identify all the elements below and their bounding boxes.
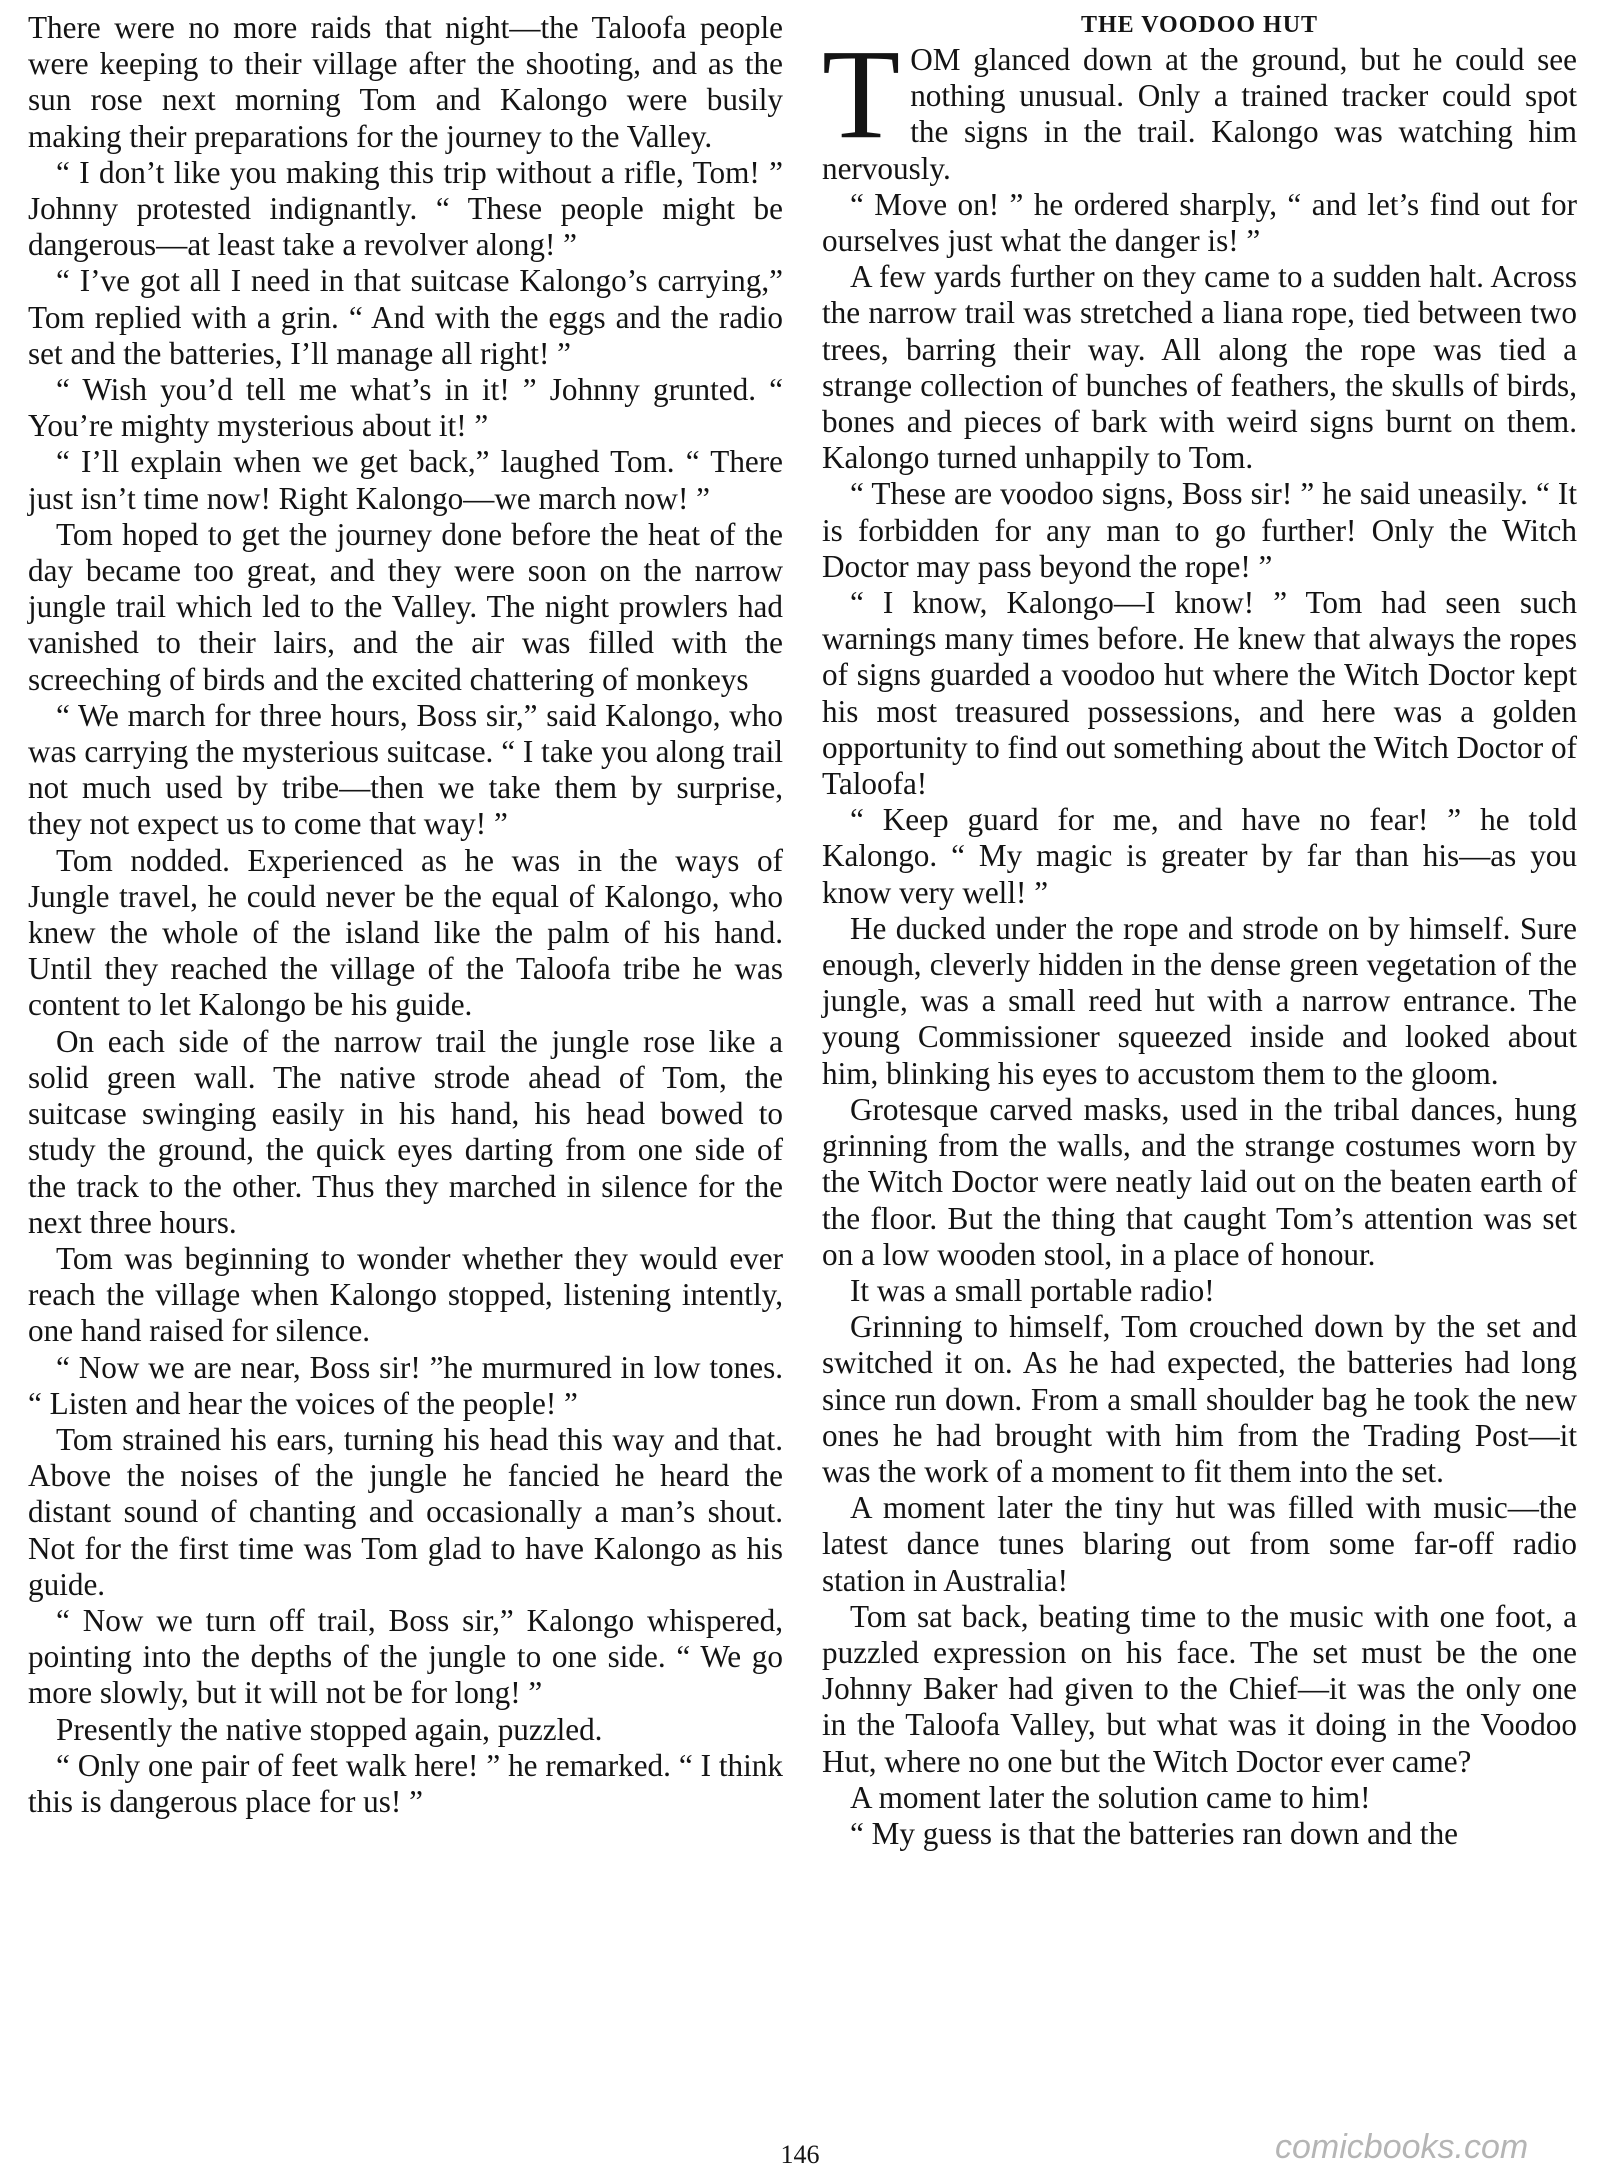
paragraph: “ These are voodoo signs, Boss sir! ” he said uneasily. “ It is forbidden for any man to go further! Only the Witch Doctor may pass beyond the rope! ” [822,476,1577,584]
opening-text: OM glanced down at the ground, but he could see nothing unusual. Only a trained tracker could spot the signs in the trail. Kalongo was watching him nervously. [822,42,1577,186]
paragraph: A moment later the tiny hut was filled with music—the latest dance tunes blaring out from some far-off radio station in Australia! [822,1490,1577,1598]
paragraph: Grinning to himself, Tom crouched down by the set and switched it on. As he had expected, the batteries had long since run down. From a small shoulder bag he took the new ones he had brought with him from the Trading Post—it was the work of a moment to fit them into the set. [822,1309,1577,1489]
paragraph: Tom strained his ears, turning his head this way and that. Above the noises of the jungle he fancied he heard the distant sound of chanting and occasionally a man’s shout. Not for the first time was Tom glad to have Kalongo as his guide. [28,1421,783,1602]
paragraph: Tom hoped to get the journey done before the heat of the day became too great, and they were soon on the narrow jungle trail which led to the Valley. The night prowlers had vanished to their lairs, and the air was filled with the screeching of birds and the excited chattering of monkeys [28,516,783,697]
paragraph: “ I don’t like you making this trip without a rifle, Tom! ” Johnny protested indignantly. “ These people might be dangerous—at least take a revolver along! ” [28,154,783,263]
page-number: 146 [780,2140,820,2169]
paragraph: “ I know, Kalongo—I know! ” Tom had seen such warnings many times before. He knew that always the ropes of signs guarded a voodoo hut where the Witch Doctor kept his most treasured possessions, and here was a golden opportunity to find out something about the Witch Doctor of Taloofa! [822,585,1577,802]
paragraph: On each side of the narrow trail the jungle rose like a solid green wall. The native strode ahead of Tom, the suitcase swinging easily in his hand, his head bowed to study the ground, the quick eyes darting from one side of the track to the other. Thus they marched in silence for the next three hours. [28,1023,783,1240]
paragraph: “ Keep guard for me, and have no fear! ” he told Kalongo. “ My magic is greater by far than his—as you know very well! ” [822,802,1577,910]
paragraph: Tom nodded. Experienced as he was in the ways of Jungle travel, he could never be the equal of Kalongo, who knew the whole of the island like the palm of his hand. Until they reached the village of the Taloofa tribe he was content to let Kalongo be his guide. [28,842,783,1023]
paragraph: He ducked under the rope and strode on by himself. Sure enough, cleverly hidden in the dense green vegetation of the jungle, was a small reed hut with a narrow entrance. The young Commissioner squeezed inside and looked about him, blinking his eyes to accustom them to the gloom. [822,910,1577,1091]
paragraph: “ I’ve got all I need in that suitcase Kalongo’s carrying,” Tom replied with a grin. “ And with the eggs and the radio set and the batteries, I’ll manage all right! ” [28,263,783,371]
paragraph: A few yards further on they came to a sudden halt. Across the narrow trail was stretched a liana rope, tied between two trees, barring their way. All along the rope was tied a strange collection of bunches of feathers, the skulls of birds, bones and pieces of bark with weird signs burnt on them. Kalongo turned unhappily to Tom. [822,259,1577,476]
paragraph: “ Wish you’d tell me what’s in it! ” Johnny grunted. “ You’re mighty mysterious about it! ” [28,372,783,444]
watermark: comicbooks.com [1275,2128,1529,2166]
left-column [28,10,783,1820]
drop-cap: T [822,23,901,165]
paragraph: A moment later the solution came to him! [850,1779,1371,1815]
right-column [822,10,1577,1852]
paragraph: There were no more raids that night—the Taloofa people were keeping to their village after the shooting, and as the sun rose next morning Tom and Kalongo were busily making their preparations for the journey to the Valley. [28,10,783,154]
paragraph: “ Move on! ” he ordered sharply, “ and let’s find out for ourselves just what the danger is! ” [822,186,1577,259]
paragraph: “ I’ll explain when we get back,” laughed Tom. “ There just isn’t time now! Right Kalongo—we march now! ” [28,444,783,516]
paragraph: Tom sat back, beating time to the music with one foot, a puzzled expression on his face. The set must be the one Johnny Baker had given to the Chief—it was the only one in the Taloofa Valley, but what was it doing in the Voodoo Hut, where no one but the Witch Doctor ever came? [822,1598,1577,1779]
paragraph: “ My guess is that the batteries ran down and the [850,1815,1459,1851]
paragraph: “ Now we turn off trail, Boss sir,” Kalongo whispered, pointing into the depths of the jungle to one side. “ We go more slowly, but it will not be for long! ” [28,1602,783,1711]
section-heading: THE VOODOO HUT [1080,12,1319,38]
paragraph: Grotesque carved masks, used in the tribal dances, hung grinning from the walls, and the strange costumes worn by the Witch Doctor were neatly laid out on the beaten earth of the floor. But the thing that caught Tom’s attention was set on a low wooden stool, in a place of honour. [822,1091,1577,1272]
paragraph: “ We march for three hours, Boss sir,” said Kalongo, who was carrying the mysterious suitcase. “ I take you along trail not much used by tribe—then we take them by surprise, they not expect us to come that way! ” [28,697,783,842]
paragraph: “ Only one pair of feet walk here! ” he remarked. “ I think this is dangerous place for us! ” [28,1747,783,1819]
paragraph: It was a small portable radio! [850,1272,1215,1308]
paragraph: Presently the native stopped again, puzzled. [56,1711,603,1747]
paragraph: “ Now we are near, Boss sir! ”he murmured in low tones. “ Listen and hear the voices of the people! ” [28,1349,783,1421]
paragraph: Tom was beginning to wonder whether they would ever reach the village when Kalongo stopped, listening intently, one hand raised for silence. [28,1240,783,1349]
